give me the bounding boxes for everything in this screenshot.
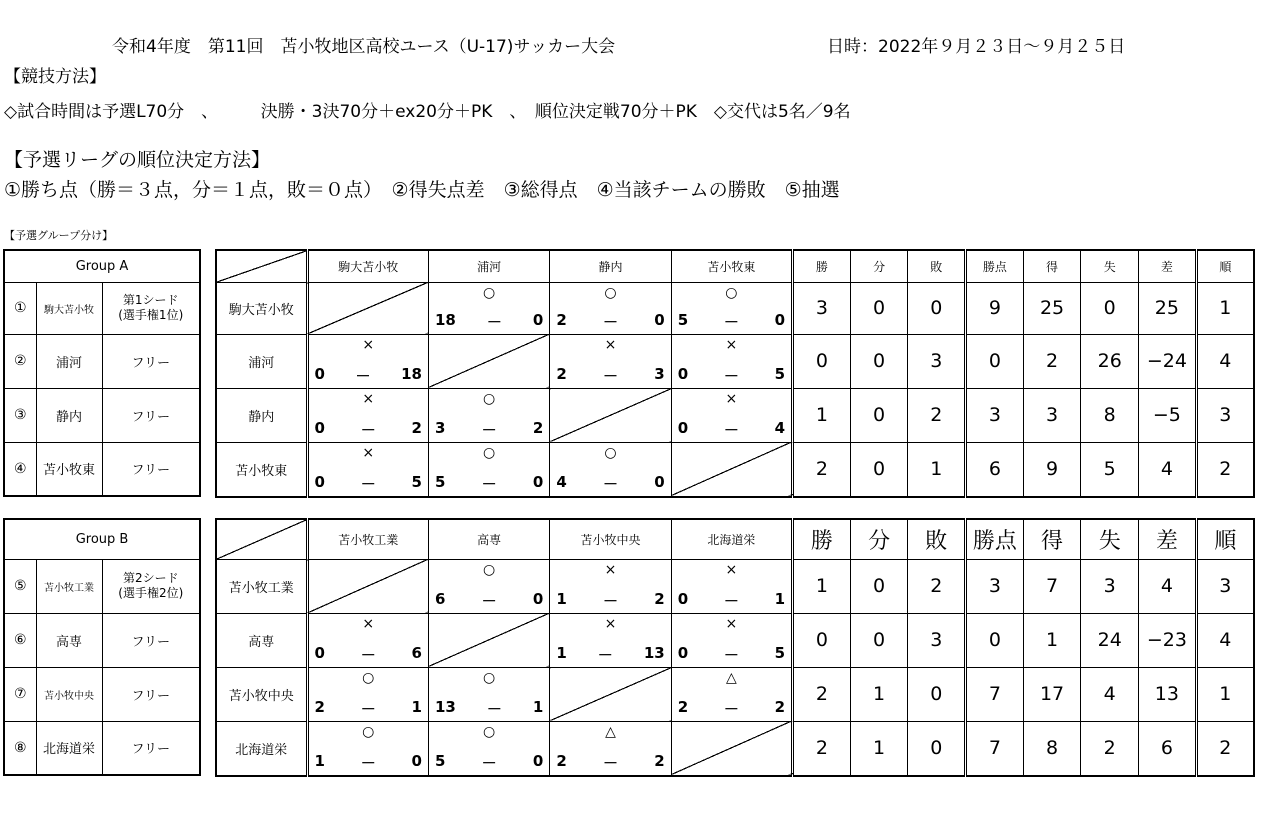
score-value: 2 <box>654 751 665 770</box>
row-team-name: 静内 <box>216 388 307 442</box>
row-team-name: 浦河 <box>216 334 307 388</box>
score-value: 3 <box>654 364 665 383</box>
stat-value: 3 <box>908 613 966 667</box>
stat-value: 0 <box>793 334 851 388</box>
score-dash: － <box>360 420 376 439</box>
stat-value: 2 <box>1023 334 1081 388</box>
score-dash: － <box>481 591 497 610</box>
score-dash: － <box>597 645 613 664</box>
stat-value: 7 <box>966 667 1024 721</box>
score-value: 5 <box>434 751 446 770</box>
stat-header: 順 <box>1196 250 1254 282</box>
result-symbol: × <box>362 615 375 632</box>
score-dash: － <box>360 699 376 718</box>
score-value: 0 <box>314 643 325 662</box>
score-value: 2 <box>314 697 325 716</box>
stat-value: 3 <box>1023 388 1081 442</box>
table-row <box>216 282 1254 334</box>
score-dash: － <box>603 474 619 493</box>
stat-value: 0 <box>908 721 966 776</box>
stat-header: 勝 <box>793 250 851 282</box>
stat-value: 9 <box>966 282 1024 334</box>
self-match-cell <box>428 334 549 388</box>
score-value: 1 <box>314 751 325 770</box>
score-value: 2 <box>556 751 567 770</box>
stat-value: 0 <box>850 442 908 497</box>
score-value: 0 <box>532 472 544 491</box>
score-dash: － <box>360 645 376 664</box>
group-b-teams <box>3 518 201 776</box>
stat-value: 3 <box>966 388 1024 442</box>
score-value: 5 <box>774 643 786 662</box>
table-row <box>216 442 1254 497</box>
stat-value: 4 <box>1196 334 1254 388</box>
score-dash: － <box>486 312 502 331</box>
match-result <box>671 559 792 613</box>
self-match-cell <box>550 667 671 721</box>
result-symbol: ○ <box>604 444 617 461</box>
score-value: 13 <box>643 643 665 662</box>
score-value: 0 <box>677 364 689 383</box>
stat-header: 順 <box>1196 519 1254 559</box>
match-result <box>307 388 428 442</box>
match-result <box>671 388 792 442</box>
score-value: 0 <box>774 310 786 329</box>
score-value: 4 <box>774 418 786 437</box>
score-value: 6 <box>434 589 446 608</box>
score-value: 2 <box>774 697 786 716</box>
score-value: 13 <box>434 697 456 716</box>
team-number: ② <box>4 334 36 388</box>
stat-value: 9 <box>1023 442 1081 497</box>
team-number: ③ <box>4 388 36 442</box>
stat-value: 3 <box>908 334 966 388</box>
stat-value: 1 <box>908 442 966 497</box>
stat-value: 13 <box>1139 667 1197 721</box>
self-match-cell <box>307 559 428 613</box>
score-dash: － <box>723 366 739 385</box>
score-value: 1 <box>411 697 422 716</box>
team-number: ⑥ <box>4 613 36 667</box>
match-result <box>307 442 428 497</box>
score-value: 2 <box>654 589 665 608</box>
row-team-name: 北海道栄 <box>216 721 307 776</box>
score-value: 1 <box>532 697 544 716</box>
self-match-cell <box>307 282 428 334</box>
opponent-header: 浦河 <box>428 250 549 282</box>
result-symbol: △ <box>726 669 737 686</box>
match-result <box>428 721 549 776</box>
score-value: 0 <box>314 418 325 437</box>
stat-value: 0 <box>850 613 908 667</box>
match-result <box>307 613 428 667</box>
opponent-header: 苫小牧東 <box>671 250 792 282</box>
row-team-name: 苫小牧中央 <box>216 667 307 721</box>
stat-header: 勝点 <box>966 250 1024 282</box>
result-symbol: ○ <box>362 669 375 686</box>
stat-value: 1 <box>1196 667 1254 721</box>
result-symbol: ○ <box>483 561 496 578</box>
result-symbol: ○ <box>725 284 738 301</box>
stat-value: 25 <box>1023 282 1081 334</box>
match-result <box>550 613 671 667</box>
score-value: 0 <box>532 751 544 770</box>
stat-value: 26 <box>1081 334 1139 388</box>
team-name: 高専 <box>36 613 102 667</box>
score-value: 0 <box>532 589 544 608</box>
stat-value: −23 <box>1139 613 1197 667</box>
opponent-header: 苫小牧中央 <box>550 519 671 559</box>
match-result <box>550 559 671 613</box>
stat-value: 0 <box>850 559 908 613</box>
stat-value: 0 <box>908 667 966 721</box>
result-symbol: ○ <box>362 723 375 740</box>
stat-value: −5 <box>1139 388 1197 442</box>
stat-value: 4 <box>1196 613 1254 667</box>
stat-header: 失 <box>1081 519 1139 559</box>
stat-value: 3 <box>966 559 1024 613</box>
stat-header: 差 <box>1139 250 1197 282</box>
stat-value: 2 <box>1196 721 1254 776</box>
stat-value: 0 <box>850 388 908 442</box>
stat-value: 8 <box>1081 388 1139 442</box>
score-value: 3 <box>434 418 446 437</box>
score-value: 2 <box>556 364 567 383</box>
table-row <box>216 721 1254 776</box>
score-value: 18 <box>401 364 422 383</box>
opponent-header: 駒大苫小牧 <box>307 250 428 282</box>
score-dash: － <box>603 591 619 610</box>
stat-header: 失 <box>1081 250 1139 282</box>
opponent-header: 高専 <box>428 519 549 559</box>
score-value: 0 <box>654 472 665 491</box>
row-team-name: 苫小牧工業 <box>216 559 307 613</box>
score-value: 0 <box>314 472 325 491</box>
match-result <box>428 442 549 497</box>
match-result <box>428 282 549 334</box>
group-a-results <box>215 249 1255 498</box>
team-name: 苫小牧工業 <box>36 559 102 613</box>
stat-value: 2 <box>793 721 851 776</box>
self-match-cell <box>671 442 792 497</box>
row-team-name: 苫小牧東 <box>216 442 307 497</box>
stat-value: 2 <box>908 388 966 442</box>
opponent-header: 苫小牧工業 <box>307 519 428 559</box>
result-symbol: × <box>362 444 375 461</box>
score-value: 18 <box>434 310 456 329</box>
result-symbol: × <box>362 390 375 407</box>
score-value: 0 <box>411 751 422 770</box>
score-value: 6 <box>411 643 422 662</box>
self-match-cell <box>671 721 792 776</box>
table-row <box>216 334 1254 388</box>
stat-value: 3 <box>1081 559 1139 613</box>
score-dash: － <box>723 699 739 718</box>
team-number: ① <box>4 282 36 334</box>
stat-value: 2 <box>1196 442 1254 497</box>
corner-cell <box>216 519 307 559</box>
match-result <box>428 667 549 721</box>
stat-value: 3 <box>1196 559 1254 613</box>
grouping-header: 【予選グループ分け】 <box>4 229 114 242</box>
match-result <box>550 334 671 388</box>
result-symbol: × <box>604 336 617 353</box>
score-dash: － <box>481 474 497 493</box>
stat-value: 1 <box>1196 282 1254 334</box>
result-symbol: ○ <box>483 284 496 301</box>
event-date: 日時：2022年９月２３日～９月２５日 <box>827 37 1126 57</box>
stat-value: 0 <box>966 613 1024 667</box>
stat-header: 得 <box>1023 519 1081 559</box>
stat-value: 6 <box>966 442 1024 497</box>
result-symbol: × <box>604 561 617 578</box>
result-symbol: △ <box>605 723 616 740</box>
stat-header: 分 <box>850 519 908 559</box>
method-rule: ◇試合時間は予選L70分 、 決勝・3決70分＋ex20分＋PK 、 順位決定戦70分＋PK ◇交代は5名／9名 <box>4 102 851 122</box>
result-symbol: × <box>604 615 617 632</box>
stat-value: 6 <box>1139 721 1197 776</box>
group-b-results <box>215 518 1255 777</box>
team-number: ⑦ <box>4 667 36 721</box>
result-symbol: ○ <box>483 723 496 740</box>
score-value: 5 <box>411 472 422 491</box>
row-team-name: 高専 <box>216 613 307 667</box>
team-name: 静内 <box>36 388 102 442</box>
match-result <box>307 334 428 388</box>
score-value: 0 <box>654 310 665 329</box>
score-value: 2 <box>532 418 544 437</box>
match-result <box>428 559 549 613</box>
stat-value: 7 <box>966 721 1024 776</box>
stat-header: 差 <box>1139 519 1197 559</box>
score-dash: － <box>723 420 739 439</box>
result-symbol: ○ <box>483 444 496 461</box>
stat-value: 24 <box>1081 613 1139 667</box>
stat-value: 1 <box>850 721 908 776</box>
stat-value: 4 <box>1081 667 1139 721</box>
match-result <box>307 667 428 721</box>
group-a-teams <box>3 249 201 497</box>
result-symbol: ○ <box>483 669 496 686</box>
score-dash: － <box>603 366 619 385</box>
team-number: ⑧ <box>4 721 36 775</box>
stat-value: 1 <box>850 667 908 721</box>
opponent-header: 北海道栄 <box>671 519 792 559</box>
stat-header: 勝 <box>793 519 851 559</box>
table-row <box>216 667 1254 721</box>
ranking-rule: ①勝ち点（勝＝３点，分＝１点，敗＝０点） ②得失点差 ③総得点 ④当該チームの勝敗 ⑤抽選 <box>4 179 840 201</box>
score-value: 0 <box>677 589 689 608</box>
score-dash: － <box>481 753 497 772</box>
table-row <box>216 559 1254 613</box>
team-seed: 第2シード (選手権2位) <box>102 559 200 613</box>
team-name: 駒大苫小牧 <box>36 282 102 334</box>
match-result <box>550 721 671 776</box>
team-number: ⑤ <box>4 559 36 613</box>
score-dash: － <box>360 474 376 493</box>
stat-value: 4 <box>1139 559 1197 613</box>
team-number: ④ <box>4 442 36 496</box>
score-value: 1 <box>556 589 567 608</box>
score-value: 0 <box>314 364 325 383</box>
result-symbol: × <box>725 336 738 353</box>
stat-value: 3 <box>793 282 851 334</box>
table-row <box>216 388 1254 442</box>
result-symbol: × <box>725 615 738 632</box>
team-name: 苫小牧東 <box>36 442 102 496</box>
score-dash: － <box>486 699 502 718</box>
team-seed: フリー <box>102 721 200 775</box>
ranking-header: 【予選リーグの順位決定方法】 <box>4 149 271 171</box>
score-value: 4 <box>556 472 567 491</box>
stat-header: 分 <box>850 250 908 282</box>
stat-value: 2 <box>793 667 851 721</box>
match-result <box>550 282 671 334</box>
opponent-header: 静内 <box>550 250 671 282</box>
score-value: 5 <box>677 310 689 329</box>
team-seed: フリー <box>102 442 200 496</box>
score-value: 0 <box>677 643 689 662</box>
score-value: 0 <box>532 310 544 329</box>
stat-value: 2 <box>908 559 966 613</box>
stat-value: 8 <box>1023 721 1081 776</box>
method-header: 【競技方法】 <box>4 67 106 87</box>
team-seed: フリー <box>102 388 200 442</box>
score-dash: － <box>355 366 371 385</box>
stat-value: 0 <box>1081 282 1139 334</box>
team-seed: フリー <box>102 334 200 388</box>
result-symbol: × <box>725 390 738 407</box>
stat-value: 5 <box>1081 442 1139 497</box>
score-dash: － <box>481 420 497 439</box>
score-dash: － <box>603 312 619 331</box>
group-a-title: Group A <box>4 250 200 282</box>
score-dash: － <box>723 591 739 610</box>
stat-header: 敗 <box>908 250 966 282</box>
stat-value: 2 <box>1081 721 1139 776</box>
stat-value: 17 <box>1023 667 1081 721</box>
score-value: 2 <box>677 697 689 716</box>
stat-value: 0 <box>908 282 966 334</box>
score-value: 2 <box>556 310 567 329</box>
result-symbol: × <box>725 561 738 578</box>
match-result <box>550 442 671 497</box>
score-dash: － <box>360 753 376 772</box>
score-value: 5 <box>434 472 446 491</box>
stat-value: 2 <box>793 442 851 497</box>
score-dash: － <box>723 312 739 331</box>
score-value: 1 <box>774 589 786 608</box>
team-name: 北海道栄 <box>36 721 102 775</box>
stat-value: 4 <box>1139 442 1197 497</box>
result-symbol: ○ <box>483 390 496 407</box>
match-result <box>428 388 549 442</box>
stat-value: 1 <box>793 388 851 442</box>
match-result <box>671 613 792 667</box>
page-title: 令和4年度 第11回 苫小牧地区高校ユース（U-17)サッカー大会 <box>112 37 616 57</box>
match-result <box>307 721 428 776</box>
match-result <box>671 282 792 334</box>
stat-value: 0 <box>966 334 1024 388</box>
score-value: 5 <box>774 364 786 383</box>
row-team-name: 駒大苫小牧 <box>216 282 307 334</box>
score-dash: － <box>723 645 739 664</box>
stat-header: 得 <box>1023 250 1081 282</box>
stat-header: 敗 <box>908 519 966 559</box>
team-seed: フリー <box>102 667 200 721</box>
stat-value: 25 <box>1139 282 1197 334</box>
stat-value: 0 <box>850 334 908 388</box>
stat-value: 0 <box>793 613 851 667</box>
stat-value: 7 <box>1023 559 1081 613</box>
score-value: 1 <box>556 643 567 662</box>
score-value: 2 <box>411 418 422 437</box>
team-name: 苫小牧中央 <box>36 667 102 721</box>
stat-value: 1 <box>1023 613 1081 667</box>
team-name: 浦河 <box>36 334 102 388</box>
result-symbol: ○ <box>604 284 617 301</box>
stat-header: 勝点 <box>966 519 1024 559</box>
score-value: 0 <box>677 418 689 437</box>
match-result <box>671 667 792 721</box>
team-seed: フリー <box>102 613 200 667</box>
group-b-title: Group B <box>4 519 200 559</box>
match-result <box>671 334 792 388</box>
stat-value: 0 <box>850 282 908 334</box>
score-dash: － <box>603 753 619 772</box>
stat-value: −24 <box>1139 334 1197 388</box>
stat-value: 1 <box>793 559 851 613</box>
result-symbol: × <box>362 336 375 353</box>
team-seed: 第1シード (選手権1位) <box>102 282 200 334</box>
corner-cell <box>216 250 307 282</box>
self-match-cell <box>550 388 671 442</box>
stat-value: 3 <box>1196 388 1254 442</box>
table-row <box>216 613 1254 667</box>
self-match-cell <box>428 613 549 667</box>
